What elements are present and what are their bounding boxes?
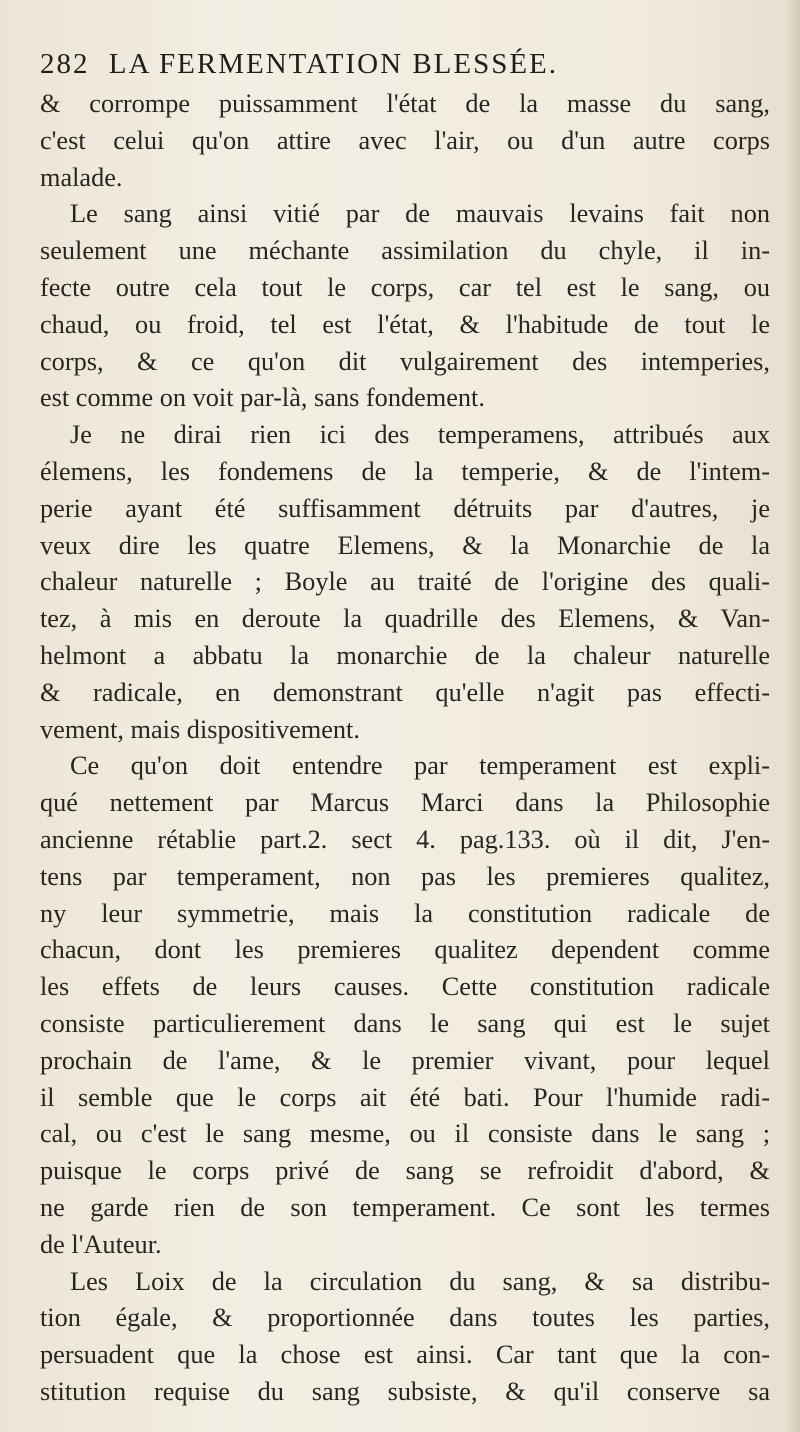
text-line: helmont a abbatu la monarchie de la chaleur naturelle [40, 640, 770, 670]
text-line: persuadent que la chose est ainsi. Car tant que la con- [40, 1340, 770, 1370]
running-title: LA FERMENTATION BLESSÉE. [108, 48, 559, 80]
text-line: chaleur naturelle ; Boyle au traité de l'origine des quali- [40, 567, 770, 597]
text-line: fecte outre cela tout le corps, car tel est le sang, ou [40, 272, 770, 302]
text-line: cal, ou c'est le sang mesme, ou il consiste dans le sang ; [40, 1119, 770, 1149]
text-line: tens par temperament, non pas les premieres qualitez, [40, 861, 770, 891]
text-line: veux dire les quatre Elemens, & la Monarchie de la [40, 530, 770, 560]
text-line: tez, à mis en deroute la quadrille des Elemens, & Van- [40, 604, 770, 634]
text-line: stitution requise du sang subsiste, & qu'il conserve sa [40, 1376, 770, 1406]
text-line: chaud, ou froid, tel est l'état, & l'habitude de tout le [40, 309, 770, 339]
text-line: Je ne dirai rien ici des temperamens, attribués aux [70, 420, 770, 450]
text-line: vement, mais dispositivement. [40, 714, 360, 744]
text-line: ne garde rien de son temperament. Ce sont les termes [40, 1192, 770, 1222]
text-line: est comme on voit par-là, sans fondement. [40, 383, 485, 413]
text-line: seulement une méchante assimilation du chyle, il in- [40, 236, 770, 266]
page-edge-shadow [786, 0, 800, 1432]
text-line: prochain de l'ame, & le premier vivant, pour lequel [40, 1045, 770, 1075]
text-line: perie ayant été suffisamment détruits par d'autres, je [40, 493, 770, 523]
text-line: de l'Auteur. [40, 1229, 162, 1259]
text-line: corps, & ce qu'on dit vulgairement des intemperies, [40, 346, 770, 376]
text-line: consiste particulierement dans le sang qui est le sujet [40, 1008, 770, 1038]
text-line: Le sang ainsi vitié par de mauvais levains fait non [70, 199, 770, 229]
text-line: les effets de leurs causes. Cette constitution radicale [40, 972, 770, 1002]
text-line: chacun, dont les premieres qualitez dependent comme [40, 935, 770, 965]
text-line: malade. [40, 162, 123, 192]
text-line: ancienne rétablie part.2. sect 4. pag.133. où il dit, J'en- [40, 824, 770, 854]
text-line: il semble que le corps ait été bati. Pour l'humide radi- [40, 1082, 770, 1112]
text-line: puisque le corps privé de sang se refroidit d'abord, & [40, 1156, 770, 1186]
text-line: & radicale, en demonstrant qu'elle n'agit pas effecti- [40, 677, 770, 707]
text-line: Ce qu'on doit entendre par temperament est expli- [70, 751, 770, 781]
running-header [40, 48, 760, 81]
page-number: 282 [40, 48, 90, 80]
text-line: tion égale, & proportionnée dans toutes les parties, [40, 1303, 770, 1333]
body-text [40, 86, 770, 1411]
text-line: qué nettement par Marcus Marci dans la Philosophie [40, 788, 770, 818]
text-line: élemens, les fondemens de la temperie, & de l'intem- [40, 456, 770, 486]
text-line: ny leur symmetrie, mais la constitution radicale de [40, 898, 770, 928]
text-line: c'est celui qu'on attire avec l'air, ou d'un autre corps [40, 125, 770, 155]
text-line: & corrompe puissamment l'état de la masse du sang, [40, 89, 770, 118]
text-line: Les Loix de la circulation du sang, & sa distribu- [70, 1266, 770, 1296]
